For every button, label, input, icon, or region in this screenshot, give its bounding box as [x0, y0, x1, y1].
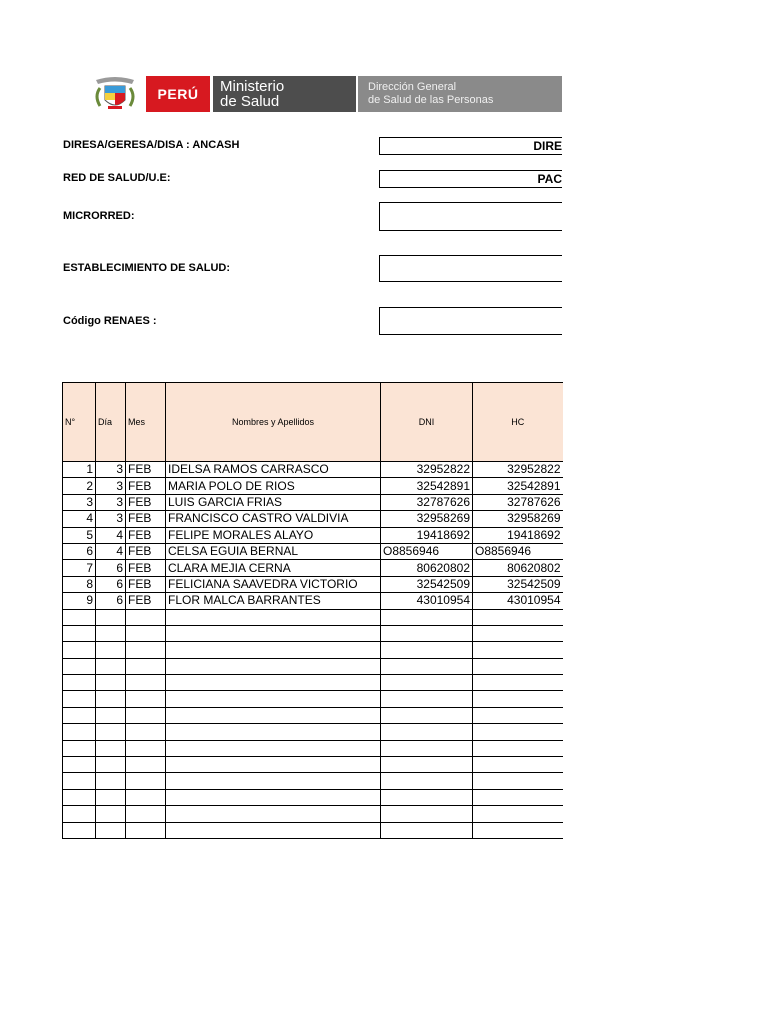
- empty-cell: [126, 757, 166, 773]
- empty-cell: [126, 724, 166, 740]
- table-row: [63, 527, 563, 543]
- header-nombres: Nombres y Apellidos: [166, 383, 381, 462]
- empty-cell: [126, 691, 166, 707]
- empty-cell: [166, 675, 381, 691]
- cell-n: 2: [63, 478, 96, 494]
- cell-dni: 32787626: [381, 494, 473, 510]
- empty-cell: [381, 658, 473, 674]
- cell-n: 1: [63, 462, 96, 478]
- empty-cell: [126, 707, 166, 723]
- empty-cell: [381, 789, 473, 805]
- ministry-line2: de Salud: [220, 93, 280, 110]
- empty-cell: [381, 642, 473, 658]
- cell-nombre: LUIS GARCIA FRIAS: [166, 494, 381, 510]
- table-row: [63, 576, 563, 592]
- empty-cell: [63, 724, 96, 740]
- cell-dia: 4: [96, 527, 126, 543]
- diresa-value: DIRE: [533, 139, 562, 153]
- peru-label: PERÚ: [146, 76, 210, 112]
- table-row-empty: [63, 707, 563, 723]
- cell-hc: 32958269: [473, 511, 563, 527]
- empty-cell: [63, 658, 96, 674]
- cell-hc: 80620802: [473, 560, 563, 576]
- empty-cell: [381, 773, 473, 789]
- microrred-label: MICRORRED:: [63, 210, 135, 222]
- empty-cell: [63, 675, 96, 691]
- empty-cell: [473, 609, 563, 625]
- cell-hc: 32542891: [473, 478, 563, 494]
- empty-cell: [126, 625, 166, 641]
- empty-cell: [96, 658, 126, 674]
- empty-cell: [126, 789, 166, 805]
- direction-block: [358, 76, 562, 112]
- table-row: [63, 543, 563, 559]
- direction-line2: de Salud de las Personas: [368, 94, 494, 106]
- empty-cell: [63, 625, 96, 641]
- empty-cell: [63, 773, 96, 789]
- empty-cell: [63, 789, 96, 805]
- empty-cell: [166, 625, 381, 641]
- empty-cell: [381, 707, 473, 723]
- table-row: [63, 478, 563, 494]
- empty-cell: [166, 789, 381, 805]
- cell-dia: 4: [96, 543, 126, 559]
- cell-dni: 80620802: [381, 560, 473, 576]
- empty-cell: [473, 806, 563, 822]
- cell-mes: FEB: [126, 462, 166, 478]
- table-row: [63, 462, 563, 478]
- cell-dia: 3: [96, 478, 126, 494]
- table-row-empty: [63, 806, 563, 822]
- empty-cell: [96, 773, 126, 789]
- cell-dni: 43010954: [381, 593, 473, 609]
- cell-n: 8: [63, 576, 96, 592]
- cell-nombre: CLARA MEJIA CERNA: [166, 560, 381, 576]
- empty-cell: [96, 642, 126, 658]
- cell-n: 6: [63, 543, 96, 559]
- empty-cell: [166, 724, 381, 740]
- cell-nombre: FELICIANA SAAVEDRA VICTORIO: [166, 576, 381, 592]
- empty-cell: [473, 789, 563, 805]
- ministry-block: [213, 76, 356, 112]
- cell-hc: 32542509: [473, 576, 563, 592]
- red-salud-label: RED DE SALUD/U.E:: [63, 172, 171, 184]
- table-header-row: [63, 383, 563, 462]
- table-row: [63, 593, 563, 609]
- header-mes: Mes: [126, 383, 166, 462]
- table-row-empty: [63, 675, 563, 691]
- empty-cell: [381, 806, 473, 822]
- empty-cell: [63, 609, 96, 625]
- table-row: [63, 560, 563, 576]
- cell-nombre: MARIA POLO DE RIOS: [166, 478, 381, 494]
- cell-dia: 6: [96, 560, 126, 576]
- cell-nombre: FELIPE MORALES ALAYO: [166, 527, 381, 543]
- cell-n: 3: [63, 494, 96, 510]
- empty-cell: [126, 609, 166, 625]
- cell-hc: O8856946: [473, 543, 563, 559]
- cell-dni: 32958269: [381, 511, 473, 527]
- header-n: N°: [63, 383, 96, 462]
- table-row-empty: [63, 642, 563, 658]
- cell-dni: 19418692: [381, 527, 473, 543]
- cell-hc: 19418692: [473, 527, 563, 543]
- table-row: [63, 494, 563, 510]
- empty-cell: [96, 789, 126, 805]
- renaes-field: [379, 307, 562, 335]
- cell-mes: FEB: [126, 527, 166, 543]
- cell-mes: FEB: [126, 593, 166, 609]
- empty-cell: [166, 609, 381, 625]
- empty-cell: [381, 740, 473, 756]
- table-row-empty: [63, 773, 563, 789]
- table-row-empty: [63, 789, 563, 805]
- empty-cell: [381, 691, 473, 707]
- establecimiento-label: ESTABLECIMIENTO DE SALUD:: [63, 262, 231, 274]
- cell-mes: FEB: [126, 576, 166, 592]
- table-row-empty: [63, 609, 563, 625]
- empty-cell: [96, 625, 126, 641]
- peru-coat-of-arms-icon: [86, 76, 144, 112]
- empty-cell: [166, 707, 381, 723]
- empty-cell: [126, 642, 166, 658]
- empty-cell: [473, 691, 563, 707]
- empty-cell: [381, 609, 473, 625]
- empty-cell: [166, 691, 381, 707]
- empty-cell: [473, 757, 563, 773]
- empty-cell: [381, 724, 473, 740]
- empty-cell: [381, 675, 473, 691]
- empty-cell: [96, 675, 126, 691]
- cell-dni: 32542891: [381, 478, 473, 494]
- empty-cell: [126, 822, 166, 838]
- empty-cell: [126, 658, 166, 674]
- header-dni: DNI: [381, 383, 473, 462]
- empty-cell: [63, 806, 96, 822]
- diresa-label: DIRESA/GERESA/DISA : ANCASH: [63, 139, 240, 151]
- cell-nombre: FLOR MALCA BARRANTES: [166, 593, 381, 609]
- cell-dia: 3: [96, 511, 126, 527]
- cell-n: 5: [63, 527, 96, 543]
- empty-cell: [381, 757, 473, 773]
- cell-hc: 43010954: [473, 593, 563, 609]
- table-row-empty: [63, 625, 563, 641]
- establecimiento-field: [379, 255, 562, 282]
- empty-cell: [126, 675, 166, 691]
- empty-cell: [473, 773, 563, 789]
- cell-dia: 6: [96, 576, 126, 592]
- empty-cell: [96, 740, 126, 756]
- cell-mes: FEB: [126, 494, 166, 510]
- empty-cell: [96, 806, 126, 822]
- empty-cell: [473, 642, 563, 658]
- empty-cell: [63, 740, 96, 756]
- microrred-field: [379, 202, 562, 231]
- table-row-empty: [63, 740, 563, 756]
- cell-n: 9: [63, 593, 96, 609]
- cell-dni: 32952822: [381, 462, 473, 478]
- empty-cell: [126, 806, 166, 822]
- empty-cell: [96, 691, 126, 707]
- empty-cell: [473, 707, 563, 723]
- empty-cell: [166, 740, 381, 756]
- empty-cell: [63, 691, 96, 707]
- empty-cell: [473, 740, 563, 756]
- empty-cell: [166, 806, 381, 822]
- table-row-empty: [63, 691, 563, 707]
- empty-cell: [473, 724, 563, 740]
- cell-dia: 6: [96, 593, 126, 609]
- diresa-field: [379, 137, 562, 155]
- empty-cell: [381, 625, 473, 641]
- empty-cell: [63, 642, 96, 658]
- cell-nombre: FRANCISCO CASTRO VALDIVIA: [166, 511, 381, 527]
- red-salud-value: PAC: [537, 172, 562, 186]
- cell-mes: FEB: [126, 543, 166, 559]
- header-hc: HC: [473, 383, 563, 462]
- empty-cell: [381, 822, 473, 838]
- red-salud-field: [379, 170, 562, 188]
- empty-cell: [96, 609, 126, 625]
- cell-n: 7: [63, 560, 96, 576]
- empty-cell: [166, 642, 381, 658]
- empty-cell: [166, 822, 381, 838]
- table-row: [63, 511, 563, 527]
- cell-hc: 32787626: [473, 494, 563, 510]
- empty-cell: [96, 724, 126, 740]
- renaes-label: Código RENAES :: [63, 315, 157, 327]
- cell-mes: FEB: [126, 560, 166, 576]
- cell-dia: 3: [96, 462, 126, 478]
- table-row-empty: [63, 658, 563, 674]
- table-row-empty: [63, 757, 563, 773]
- header-dia: Día: [96, 383, 126, 462]
- patient-table: [62, 382, 563, 839]
- empty-cell: [126, 773, 166, 789]
- empty-cell: [166, 658, 381, 674]
- ministry-line1: Ministerio: [220, 78, 285, 95]
- empty-cell: [473, 625, 563, 641]
- cell-n: 4: [63, 511, 96, 527]
- empty-cell: [473, 822, 563, 838]
- direction-line1: Dirección General: [368, 81, 457, 93]
- table-body: [63, 462, 563, 839]
- empty-cell: [63, 707, 96, 723]
- cell-dia: 3: [96, 494, 126, 510]
- empty-cell: [473, 658, 563, 674]
- header-banner: [86, 76, 562, 112]
- table-row-empty: [63, 724, 563, 740]
- empty-cell: [126, 740, 166, 756]
- table-row-empty: [63, 822, 563, 838]
- empty-cell: [96, 707, 126, 723]
- cell-dni: O8856946: [381, 543, 473, 559]
- cell-nombre: IDELSA RAMOS CARRASCO: [166, 462, 381, 478]
- empty-cell: [96, 822, 126, 838]
- empty-cell: [473, 675, 563, 691]
- empty-cell: [63, 757, 96, 773]
- empty-cell: [166, 773, 381, 789]
- cell-hc: 32952822: [473, 462, 563, 478]
- empty-cell: [96, 757, 126, 773]
- cell-dni: 32542509: [381, 576, 473, 592]
- cell-mes: FEB: [126, 511, 166, 527]
- cell-nombre: CELSA EGUIA BERNAL: [166, 543, 381, 559]
- empty-cell: [166, 757, 381, 773]
- cell-mes: FEB: [126, 478, 166, 494]
- empty-cell: [63, 822, 96, 838]
